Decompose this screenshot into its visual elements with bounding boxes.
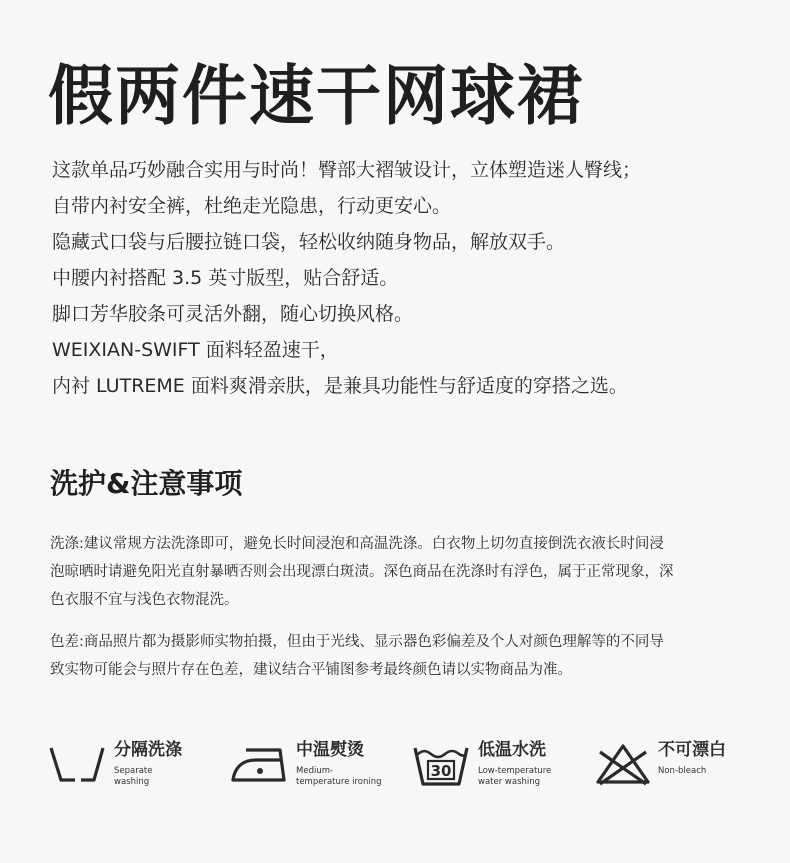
color-difference-note (50, 628, 754, 684)
washing-line: 泡晾晒时请避免阳光直射暴晒否则会出现漂白斑渍。深色商品在洗涤时有浮色，属于正常现象，深 (50, 564, 674, 580)
description-line: 内衬 LUTREME 面料爽滑亲肤，是兼具功能性与舒适度的穿搭之选。 (52, 375, 628, 397)
wash-temperature: 30 (430, 762, 452, 780)
washing-instructions (50, 530, 754, 614)
description-line: 中腰内衬搭配 3.5 英寸版型，贴合舒适。 (52, 267, 399, 289)
description-line: 自带内衬安全裤，杜绝走光隐患，行动更安心。 (52, 195, 452, 217)
description-line: 脚口芳华胶条可灵活外翻，随心切换风格。 (52, 303, 414, 325)
description-line: 隐藏式口袋与后腰拉链口袋，轻松收纳随身物品，解放双手。 (52, 231, 566, 253)
care-icons-row (48, 738, 748, 798)
care-label: 不可漂白 (658, 740, 726, 760)
care-sublabel: Non-bleach (658, 766, 707, 776)
no-bleach-icon (594, 742, 652, 786)
care-item-separate-washing (48, 738, 218, 798)
care-sublabel: Low-temperature water washing (478, 766, 552, 787)
washing-line: 洗涤:建议常规方法洗涤即可，避免长时间浸泡和高温洗涤。白衣物上切勿直接倒洗衣液长时间浸 (50, 536, 664, 552)
care-sublabel: Separate washing (114, 766, 153, 787)
color-note-line: 致实物可能会与照片存在色差，建议结合平铺图参考最终颜色请以实物商品为准。 (50, 662, 572, 678)
care-item-low-temp-washing (412, 738, 592, 798)
washing-line: 色衣服不宜与浅色衣物混洗。 (50, 592, 239, 608)
page-title: 假两件速干网球裙 (48, 59, 585, 134)
care-heading: 洗护&注意事项 (50, 467, 243, 500)
color-note-line: 色差:商品照片都为摄影师实物拍摄，但由于光线、显示器色彩偏差及个人对颜色理解等的不同导 (50, 634, 664, 650)
care-label: 中温熨烫 (296, 740, 364, 760)
care-item-non-bleach (594, 738, 764, 798)
care-item-ironing (230, 738, 410, 798)
care-label: 分隔洗涤 (114, 740, 182, 760)
care-label: 低温水洗 (478, 740, 546, 760)
description-line: WEIXIAN-SWIFT 面料轻盈速干， (52, 339, 339, 361)
care-sublabel: Medium- temperature ironing (296, 766, 382, 787)
product-description (52, 152, 772, 404)
separate-washing-icon (48, 742, 106, 786)
iron-icon (230, 742, 290, 786)
description-line: 这款单品巧妙融合实用与时尚！臀部大褶皱设计，立体塑造迷人臀线； (52, 159, 642, 181)
wash-30-icon (412, 742, 470, 788)
